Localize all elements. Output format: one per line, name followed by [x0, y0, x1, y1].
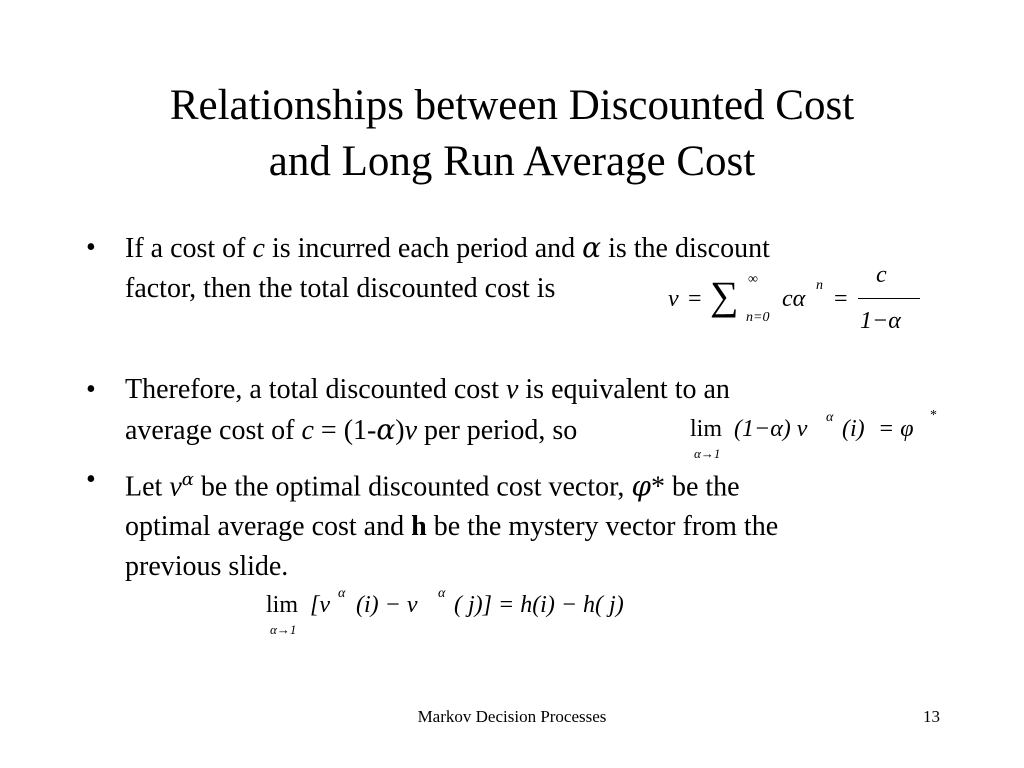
text: = (1-	[313, 415, 377, 446]
title-line-2: and Long Run Average Cost	[268, 138, 756, 185]
fraction-numerator: c	[876, 262, 887, 288]
eq-v: v	[668, 286, 679, 312]
var-alpha: α	[181, 469, 194, 490]
equation-discounted-cost	[668, 262, 928, 340]
var-phi: φ	[631, 469, 651, 503]
eq-superscript: α	[826, 410, 834, 425]
text: is incurred each period and	[264, 233, 583, 264]
bullet-marker: •	[86, 232, 96, 263]
text: per period, so	[417, 415, 578, 446]
eq-body: [v	[310, 592, 330, 618]
text: is the discount	[601, 233, 770, 264]
sum-upper: ∞	[748, 272, 758, 287]
eq-star: *	[930, 408, 937, 423]
lim-operator: lim	[266, 592, 299, 618]
fraction-bar	[858, 298, 920, 299]
eq-middle: (i) − v	[356, 592, 418, 618]
slide-title	[0, 78, 1024, 190]
text: If a cost of	[125, 233, 253, 264]
title-line-1: Relationships between Discounted Cost	[169, 82, 855, 129]
text: * be the	[650, 471, 740, 503]
text: be the mystery vector from the	[426, 511, 779, 543]
text: is equivalent to an	[518, 374, 730, 405]
sum-symbol: ∑	[710, 273, 739, 318]
lim-subscript: α→1	[694, 446, 721, 461]
bullet-item-3	[82, 460, 985, 587]
lim-operator: lim	[690, 416, 723, 442]
sum-lower: n=0	[746, 310, 770, 325]
var-v: v	[505, 374, 519, 405]
equation-limit-average	[690, 408, 950, 468]
eq-arg: (i)	[842, 416, 865, 442]
eq-equals: =	[834, 286, 848, 312]
eq-end: ( j)] = h(i) − h( j)	[454, 592, 624, 618]
text: optimal average cost and	[125, 511, 412, 543]
bullet-marker: •	[86, 374, 96, 405]
eq-superscript: α	[338, 586, 346, 601]
var-alpha: α	[582, 231, 602, 264]
var-c: c	[301, 415, 314, 446]
eq-superscript: α	[438, 586, 446, 601]
eq-body: (1−α) v	[734, 416, 808, 442]
footer-title: Markov Decision Processes	[417, 707, 607, 726]
fraction-denominator: 1−α	[860, 308, 901, 334]
eq-power: n	[816, 278, 823, 293]
text: Therefore, a total discounted cost	[125, 374, 506, 405]
text: previous slide.	[125, 551, 289, 583]
var-alpha: α	[376, 413, 396, 446]
lim-subscript: α→1	[270, 622, 297, 637]
text: factor, then the total discounted cost is	[125, 273, 556, 304]
text: Let	[125, 471, 170, 503]
var-v: v	[404, 415, 418, 446]
eq-rhs: = φ	[878, 416, 914, 442]
text: average cost of	[125, 415, 302, 446]
equation-mystery-vector	[266, 588, 686, 644]
text: be the optimal discounted cost vector,	[193, 471, 632, 503]
var-h: h	[411, 511, 427, 543]
var-v: v	[169, 471, 182, 503]
bullet-marker: •	[86, 464, 96, 495]
var-c: c	[252, 233, 265, 264]
slide-number: 13	[923, 707, 940, 726]
eq-term: cα	[782, 286, 806, 312]
text: )	[395, 415, 405, 446]
eq-equals: =	[688, 286, 702, 312]
